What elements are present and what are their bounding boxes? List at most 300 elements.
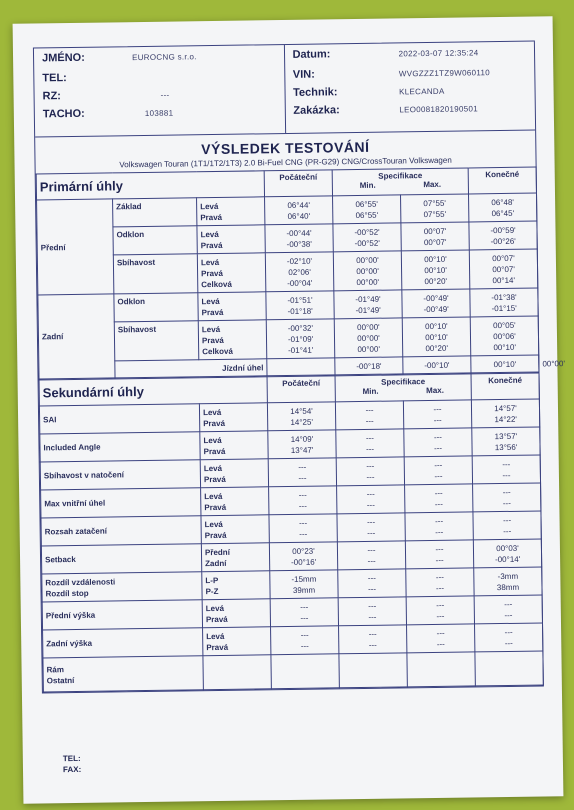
technik-value: KLECANDA <box>399 86 445 97</box>
primary-spec-header: Specifikace <box>378 171 423 181</box>
min-values-value: --- <box>365 433 374 443</box>
final-values <box>473 483 541 512</box>
secondary-angle-name <box>43 628 203 658</box>
max-values-value: --- <box>433 432 442 442</box>
initial-values-value: --- <box>300 630 309 640</box>
min-values-value: --- <box>366 461 375 471</box>
min-values-value: --- <box>368 612 377 622</box>
max-values-value: --- <box>433 443 443 453</box>
secondary-section-title: Sekundární úhly <box>39 377 267 406</box>
side-labels-value: Pravá <box>201 335 224 345</box>
max-values <box>404 428 472 457</box>
final-values-value: -00°14' <box>494 554 521 564</box>
max-values-value: 00°10' <box>425 332 448 342</box>
initial-values <box>265 196 333 225</box>
max-values-value: 07°55' <box>423 209 447 219</box>
max-values-value: --- <box>433 404 442 414</box>
max-values-value: 00°10' <box>493 359 517 369</box>
final-values-value: 00°07' <box>492 253 515 263</box>
primary-angles-table <box>36 167 565 380</box>
min-values <box>337 541 405 570</box>
max-values-value: -00°49' <box>423 304 449 314</box>
min-values-value: -00°10' <box>424 360 450 370</box>
secondary-angle-name-value: Rozdíl vzdálenosti <box>45 576 116 587</box>
max-values-value: --- <box>435 544 444 554</box>
datum-label: Datum: <box>292 48 331 61</box>
angle-name: Jízdní úhel <box>199 359 267 377</box>
max-values-value: --- <box>434 488 443 498</box>
max-values-value: --- <box>436 639 445 649</box>
min-values <box>337 513 405 542</box>
min-values-value: --- <box>367 517 376 527</box>
max-values <box>407 624 475 653</box>
footer <box>59 743 82 775</box>
side-labels-value: Pravá <box>203 418 226 428</box>
final-values-value: --- <box>502 498 511 508</box>
min-values <box>334 290 402 319</box>
final-values <box>469 221 537 250</box>
final-values <box>469 193 537 222</box>
initial-values-value: -01°51' <box>287 295 313 305</box>
initial-values-value: 00°23' <box>292 546 315 556</box>
side-labels-value: Pravá <box>200 212 223 222</box>
side-labels-value: Levá <box>203 463 223 473</box>
max-values <box>401 194 469 223</box>
final-values <box>472 427 540 456</box>
secondary-min-header: Min. <box>362 386 379 396</box>
secondary-angle-name <box>40 432 200 462</box>
max-values-value: --- <box>436 628 445 638</box>
secondary-row <box>43 651 543 692</box>
initial-values <box>268 458 336 487</box>
initial-values-value: 14°09' <box>290 434 314 444</box>
final-values-value: 00°10' <box>493 342 516 352</box>
min-values-value: --- <box>367 545 376 555</box>
max-values-value: 07°55' <box>423 198 446 208</box>
min-values <box>333 223 401 252</box>
side-labels-value: Levá <box>200 257 220 267</box>
final-values-value: -00°26' <box>490 236 516 246</box>
initial-values <box>269 514 337 543</box>
initial-values <box>269 486 337 515</box>
initial-values <box>269 542 337 571</box>
min-values-value: --- <box>367 573 376 583</box>
max-values-value: --- <box>434 499 443 509</box>
max-values-value: --- <box>433 415 442 425</box>
min-values <box>338 569 406 598</box>
min-values-value: --- <box>365 405 374 415</box>
technik-label: Technik: <box>292 86 338 99</box>
secondary-angle-name-value: Rozsah zatačení <box>44 526 107 537</box>
secondary-angle-name-value: Sbíhavost v natočení <box>43 470 124 481</box>
final-values <box>470 288 538 317</box>
side-labels-value: Zadní <box>205 558 227 568</box>
min-values-value: 00°00' <box>356 266 379 276</box>
side-labels-value: Levá <box>200 201 219 211</box>
secondary-angle-name-value: Setback <box>45 554 76 565</box>
min-values-value: 00°00' <box>357 344 381 354</box>
side-labels <box>203 627 271 656</box>
secondary-angle-name-value: SAI <box>43 415 57 425</box>
rz-value: --- <box>160 90 170 100</box>
min-values <box>403 356 471 374</box>
angle-name: Odklon <box>113 226 197 255</box>
angle-name: Odklon <box>114 293 198 322</box>
secondary-angle-name <box>40 460 200 490</box>
initial-values-value: -01°18' <box>287 306 313 316</box>
initial-values-value: --- <box>298 490 307 500</box>
max-values <box>407 652 475 687</box>
min-values <box>333 195 401 224</box>
side-labels <box>203 655 271 690</box>
zakazka-label: Zakázka: <box>293 104 340 117</box>
initial-values <box>265 252 334 292</box>
min-values-value: --- <box>368 640 377 650</box>
side-labels <box>199 403 267 432</box>
initial-values-value: --- <box>300 613 309 623</box>
final-values-value: 00°05' <box>493 320 516 330</box>
final-values-value: --- <box>504 599 513 609</box>
max-values-value: --- <box>435 527 444 537</box>
secondary-initial-header: Počáteční <box>267 376 335 403</box>
order-info <box>284 42 535 133</box>
vin-value: WVGZZZ1TZ9W060110 <box>398 68 491 79</box>
initial-values <box>270 570 338 599</box>
final-values <box>474 567 542 596</box>
side-labels-value: Levá <box>200 229 219 239</box>
rear-group-label: Zadní <box>38 294 115 379</box>
angle-name: Sbíhavost <box>113 254 198 294</box>
secondary-max-header: Max. <box>426 385 445 396</box>
blank-cell <box>115 360 199 378</box>
initial-values-value: 14°54' <box>290 406 313 416</box>
datum-value: 2022-03-07 12:35:24 <box>398 48 479 59</box>
side-labels-value: Celková <box>201 279 232 289</box>
final-values <box>472 455 540 484</box>
primary-min-header: Min. <box>359 180 376 190</box>
secondary-angle-name <box>41 488 201 518</box>
min-values <box>335 401 403 430</box>
initial-values-value: -02°10' <box>286 256 313 266</box>
side-labels-value: P-Z <box>205 586 219 596</box>
tel-label: TEL: <box>42 72 67 85</box>
min-values-value: 00°00' <box>357 333 380 343</box>
report-sheet <box>33 41 565 694</box>
initial-values <box>271 626 339 655</box>
initial-values-value: -01°41' <box>288 345 314 355</box>
max-values-value: 00°10' <box>425 321 448 331</box>
side-labels-value: Levá <box>204 519 223 529</box>
initial-values-value: --- <box>299 529 308 539</box>
initial-values <box>267 402 335 431</box>
max-values-value: --- <box>435 572 444 582</box>
initial-values <box>335 357 403 375</box>
initial-values-value: --- <box>298 462 307 472</box>
secondary-angle-name <box>41 544 201 574</box>
max-values <box>401 250 470 290</box>
min-values <box>336 457 404 486</box>
side-labels <box>197 253 266 293</box>
max-values-value: 00°10' <box>424 265 447 275</box>
primary-max-header: Max. <box>423 179 442 190</box>
max-values <box>402 317 471 357</box>
initial-values <box>270 598 338 627</box>
side-labels <box>198 292 266 321</box>
initial-values-value: --- <box>300 602 309 612</box>
jmeno-label: JMÉNO: <box>41 51 85 65</box>
max-values-value: --- <box>436 611 445 621</box>
max-values <box>402 289 470 318</box>
final-values-value: 13°56' <box>494 442 518 452</box>
final-values-value: -01°38' <box>491 292 517 302</box>
min-values-value: --- <box>366 444 375 454</box>
final-values <box>473 511 541 540</box>
final-values-value: --- <box>502 487 511 497</box>
side-labels-value: Pravá <box>200 240 223 250</box>
max-values-value: -00°49' <box>423 293 449 303</box>
min-values-value: --- <box>366 500 375 510</box>
initial-values-value: --- <box>299 518 308 528</box>
primary-section-title: Primární úhly <box>36 171 264 200</box>
secondary-angle-name-value: Included Angle <box>43 442 101 453</box>
initial-values-value: 06°44' <box>287 200 310 210</box>
final-values <box>473 539 541 568</box>
final-values-value: --- <box>503 515 512 525</box>
final-values-value: 14°57' <box>494 403 517 413</box>
final-values-value: 00°14' <box>492 275 516 285</box>
min-values <box>333 251 402 291</box>
side-labels-value: Pravá <box>204 502 227 512</box>
initial-values <box>271 654 339 689</box>
initial-values-value: -00°38' <box>286 239 312 249</box>
angle-name: Základ <box>113 198 197 227</box>
secondary-angle-name-value: Rám <box>46 664 65 674</box>
min-values-value: --- <box>365 416 374 426</box>
secondary-angle-name-value: Rozdíl stop <box>45 588 89 598</box>
side-labels-value: Levá <box>201 296 220 306</box>
max-values <box>471 355 539 373</box>
min-values-value: 06°55' <box>355 210 379 220</box>
initial-values-value: --- <box>298 473 307 483</box>
min-values <box>339 653 407 688</box>
tacho-label: TACHO: <box>42 107 85 121</box>
initial-values-value: 02°06' <box>288 267 311 277</box>
max-values <box>405 540 473 569</box>
final-values-value: --- <box>503 526 512 536</box>
rz-label: RZ: <box>42 90 62 103</box>
max-values-value: --- <box>436 600 445 610</box>
final-values-value: 06°48' <box>491 197 514 207</box>
max-values <box>406 596 474 625</box>
max-values-value: --- <box>434 460 443 470</box>
final-values <box>469 249 538 289</box>
max-values-value: 00°07' <box>423 226 447 236</box>
final-values-value: 06°45' <box>491 208 515 218</box>
side-labels <box>197 225 265 254</box>
secondary-angle-name-value: Ostatní <box>46 675 75 685</box>
final-values <box>475 623 543 652</box>
min-values-value: --- <box>366 472 375 482</box>
footer-fax: FAX: <box>62 764 82 775</box>
footer-tel: TEL: <box>62 753 81 764</box>
customer-info <box>34 45 286 136</box>
final-values-value: -00°59' <box>490 225 516 235</box>
vehicle-description: Volkswagen Touran (1T1/1T2/1T3) 2.0 Bi-Fuel CNG (PR-G29) CNG/CrossTouran Volkswagen <box>119 155 452 170</box>
min-values-value: --- <box>367 528 376 538</box>
initial-values-value: 06°40' <box>287 211 311 221</box>
header-block <box>34 42 535 138</box>
initial-values-value: -00°16' <box>290 557 317 567</box>
side-labels-value: L-P <box>205 575 219 585</box>
side-labels-value: Levá <box>205 603 225 613</box>
min-values-value: --- <box>366 489 375 499</box>
primary-initial-header: Počáteční <box>264 170 332 197</box>
initial-values-value: -01°09' <box>287 334 314 344</box>
max-values-value: 00°20' <box>424 276 448 286</box>
secondary-final-header: Konečné <box>471 373 539 400</box>
max-values <box>401 222 469 251</box>
max-values-value: --- <box>435 583 445 593</box>
customer-name: EUROCNG s.r.o. <box>132 52 197 63</box>
max-values-value: --- <box>434 471 443 481</box>
max-values <box>404 456 472 485</box>
angle-name: Sbíhavost <box>114 321 199 361</box>
side-labels <box>197 197 265 226</box>
max-values-value: 00°10' <box>424 254 447 264</box>
side-labels-value: Levá <box>201 324 221 334</box>
final-values-value: -01°15' <box>491 303 517 313</box>
min-values-value: 00°00' <box>356 277 380 287</box>
side-labels <box>202 571 270 600</box>
initial-values-value: -00°04' <box>287 278 313 288</box>
min-values <box>339 625 407 654</box>
side-labels-value: Pravá <box>203 446 226 456</box>
secondary-angle-name-value: Max vnitřní úhel <box>44 498 106 509</box>
max-values-value: 00°07' <box>423 237 447 247</box>
tacho-value: 103881 <box>144 108 174 118</box>
min-values-value: --- <box>367 584 377 594</box>
secondary-angle-name <box>39 404 199 434</box>
final-values <box>471 399 539 428</box>
report-title: VÝSLEDEK TESTOVÁNÍ <box>201 138 370 158</box>
max-values-value: --- <box>435 555 444 565</box>
final-values-value: 14°22' <box>494 414 517 424</box>
min-values <box>337 485 405 514</box>
final-values-value: --- <box>502 459 511 469</box>
side-labels <box>201 487 269 516</box>
zakazka-value: LEO0081820190501 <box>399 104 479 115</box>
side-labels-value: Celková <box>202 346 233 356</box>
side-labels <box>200 431 268 460</box>
side-labels-value: Pravá <box>204 530 227 540</box>
initial-values-value: -15mm <box>291 574 317 584</box>
secondary-angles-table <box>39 372 544 692</box>
final-values <box>474 595 542 624</box>
initial-values-value: --- <box>298 501 307 511</box>
max-values <box>405 512 473 541</box>
initial-values <box>266 291 334 320</box>
final-values-value: --- <box>504 610 513 620</box>
final-values-value: --- <box>504 627 513 637</box>
final-values-value: 00°07' <box>492 264 515 274</box>
initial-values-value: 39mm <box>292 585 316 595</box>
initial-values-value: -00°32' <box>287 323 314 333</box>
initial-values <box>268 430 336 459</box>
max-values <box>403 400 471 429</box>
min-values-value: 06°55' <box>355 199 378 209</box>
secondary-angle-name <box>42 572 202 602</box>
final-values-value: 13°57' <box>494 431 518 441</box>
min-values-value: --- <box>368 629 377 639</box>
final-values <box>470 316 539 356</box>
initial-values <box>266 319 335 359</box>
side-labels-value: Pravá <box>205 614 228 624</box>
side-labels-value: Pravá <box>201 268 223 278</box>
side-labels <box>201 543 269 572</box>
blank-cell <box>267 358 335 376</box>
report-paper <box>13 16 564 803</box>
side-labels <box>201 515 269 544</box>
initial-values-value: 13°47' <box>290 445 314 455</box>
initial-values-value: --- <box>300 641 309 651</box>
side-labels-value: Levá <box>202 407 222 417</box>
final-values-value: 00°06' <box>493 331 516 341</box>
initial-values-value: -00°44' <box>286 228 312 238</box>
min-values <box>338 597 406 626</box>
front-group-label: Přední <box>37 199 114 295</box>
secondary-angle-name <box>41 516 201 546</box>
initial-values <box>265 224 333 253</box>
side-labels-value: Levá <box>203 435 222 445</box>
final-values-value: -3mm <box>497 571 519 581</box>
secondary-angle-name-value: Přední výška <box>45 610 96 621</box>
final-values-value: 00°03' <box>496 543 519 553</box>
final-values-value: --- <box>502 470 511 480</box>
initial-values-value: -00°18' <box>356 361 382 371</box>
max-values <box>406 568 474 597</box>
min-values-value: --- <box>367 556 376 566</box>
final-values-value: --- <box>504 638 513 648</box>
secondary-angle-name <box>43 656 203 692</box>
side-labels-value: Pravá <box>201 307 224 317</box>
min-values <box>336 429 404 458</box>
min-values <box>334 318 403 358</box>
final-values <box>475 651 543 686</box>
side-labels <box>202 599 270 628</box>
min-values-value: 00°00' <box>356 255 379 265</box>
min-values-value: -00°52' <box>354 238 380 248</box>
min-values-value: --- <box>368 601 377 611</box>
secondary-angle-name <box>42 600 202 630</box>
max-values-value: 00°20' <box>425 343 449 353</box>
secondary-spec-header: Specifikace <box>381 377 426 387</box>
vin-label: VIN: <box>292 68 315 81</box>
secondary-angle-name-value: Zadní výška <box>46 638 93 649</box>
min-values-value: -00°52' <box>354 227 380 237</box>
side-labels <box>198 320 267 360</box>
side-labels-value: Pravá <box>203 474 226 484</box>
initial-values-value: 14°25' <box>290 417 314 427</box>
side-labels-value: Přední <box>204 547 230 557</box>
min-values-value: -01°49' <box>355 294 381 304</box>
max-values-value: --- <box>435 516 444 526</box>
side-labels-value: Levá <box>206 631 225 641</box>
primary-final-header: Konečné <box>468 167 536 194</box>
final-values-value: 38mm <box>496 582 520 592</box>
side-labels-value: Pravá <box>206 642 229 652</box>
min-values-value: 00°00' <box>357 322 380 332</box>
max-values <box>405 484 473 513</box>
